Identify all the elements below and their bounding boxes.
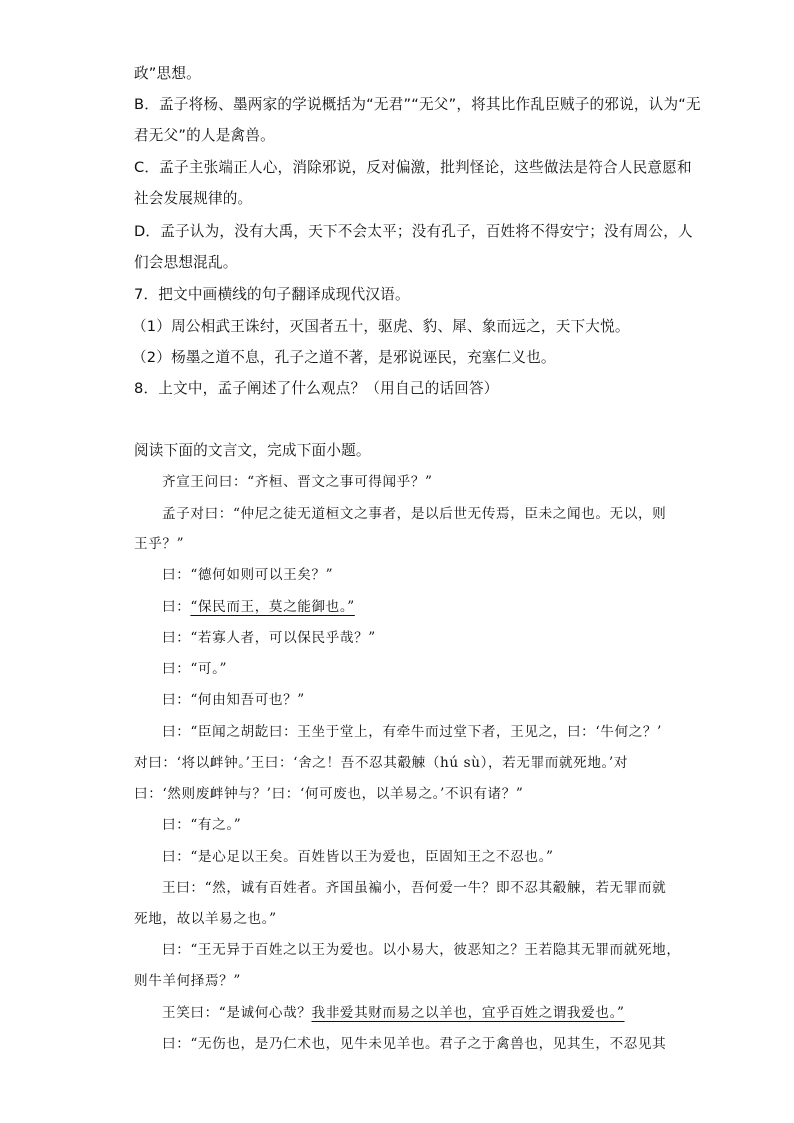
option-b-line-1: B．孟子将杨、墨两家的学说概括为“无君”“无父”，将其比作乱臣贼子的邪说，认为“无 bbox=[134, 96, 701, 113]
passage-line: 曰：“德何如则可以王矣？” bbox=[162, 567, 334, 583]
question-7: 7．把文中画横线的句子翻译成现代汉语。 bbox=[134, 286, 410, 303]
option-b-line-2: 君无父”的人是禽兽。 bbox=[134, 127, 275, 144]
passage-line: 曰：‘然则废衅钟与？’曰：‘何可废也，以羊易之。’不识有诸？” bbox=[134, 786, 524, 802]
passage-line: 曰：“是心足以王矣。百姓皆以王为爱也，臣固知王之不忍也。” bbox=[162, 849, 554, 865]
passage-line: 曰：“可。” bbox=[162, 661, 228, 677]
passage-line: 齐宣王问曰：“齐桓、晋文之事可得闻乎？” bbox=[162, 474, 433, 490]
passage-line-underlined bbox=[162, 1003, 625, 1023]
passage-line: 则牛羊何择焉？” bbox=[134, 973, 241, 989]
option-d-line-1: D．孟子认为，没有大禹，天下不会太平；没有孔子，百姓将不得安宁；没有周公，人 bbox=[134, 223, 693, 240]
passage-line: 曰：“无伤也，是乃仁术也，见牛未见羊也。君子之于禽兽也，见其生，不忍见其 bbox=[162, 1036, 667, 1052]
underlined-sentence: 我非爱其财而易之以羊也，宜乎百姓之谓我爱也。” bbox=[311, 1005, 625, 1021]
question-8: 8．上文中，孟子阐述了什么观点？（用自己的话回答） bbox=[134, 380, 499, 397]
option-c-line-1: C．孟子主张端正人心，消除邪说，反对偏激，批判怪论，这些做法是符合人民意愿和 bbox=[134, 159, 692, 176]
question-7-item-2: （2）杨墨之道不息，孔子之道不著，是邪说诬民，充塞仁义也。 bbox=[132, 349, 556, 366]
question-7-item-1: （1）周公相武王诛纣，灭国者五十，驱虎、豹、犀、象而远之，天下大悦。 bbox=[132, 318, 630, 335]
passage-line: 孟子对曰：“仲尼之徒无道桓文之事者，是以后世无传焉，臣未之闻也。无以，则 bbox=[162, 506, 667, 522]
underlined-sentence: “保民而王，莫之能御也。” bbox=[190, 599, 355, 615]
passage-line-prefix: 王笑曰：“是诚何心哉？ bbox=[162, 1005, 312, 1021]
passage-line: 曰：“何由知吾可也？” bbox=[162, 692, 305, 708]
passage-line: 王乎？” bbox=[134, 536, 185, 552]
passage-line-underlined bbox=[162, 597, 355, 617]
passage-line: 王曰：“然，诚有百姓者。齐国虽褊小，吾何爱一牛？即不忍其觳觫，若无罪而就 bbox=[162, 880, 667, 896]
passage-line: 曰：“臣闻之胡龁曰：王坐于堂上，有牵牛而过堂下者，王见之，曰：‘牛何之？’ bbox=[162, 724, 662, 740]
passage-line: 死地，故以羊易之也。” bbox=[134, 911, 277, 927]
passage-line-prefix: 曰： bbox=[162, 599, 191, 615]
passage-line: 曰：“有之。” bbox=[162, 817, 242, 833]
option-c-line-2: 社会发展规律的。 bbox=[134, 190, 253, 207]
option-d-line-2: 们会思想混乱。 bbox=[134, 254, 238, 271]
passage-line: 曰：“王无异于百姓之以王为爱也。以小易大，彼恶知之？王若隐其无罪而就死地， bbox=[162, 942, 681, 958]
passage-line: 对曰：‘将以衅钟。’王曰：‘舍之！吾不忍其觳觫（hú sù），若无罪而就死地。’对 bbox=[134, 755, 629, 771]
passage-intro: 阅读下面的文言文，完成下面小题。 bbox=[134, 442, 371, 459]
passage-line: 曰：“若寡人者，可以保民乎哉？” bbox=[162, 630, 376, 646]
option-a-continuation: 政”思想。 bbox=[134, 65, 201, 82]
